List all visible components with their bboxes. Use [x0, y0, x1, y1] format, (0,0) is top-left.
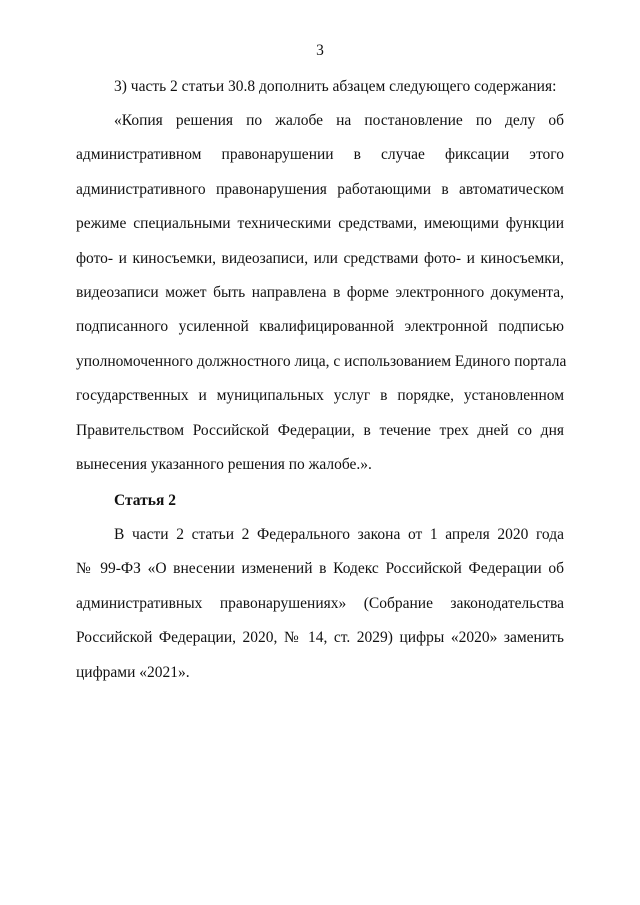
- item-3-intro-line: 3) часть 2 статьи 30.8 дополнить абзацем следующего содержания:: [114, 78, 557, 95]
- paragraph-line: административного правонарушения работающими в автоматическом: [76, 180, 564, 198]
- quoted-amendment-paragraph: [76, 104, 567, 482]
- paragraph-line: уполномоченного должностного лица, с использованием Единого портала: [76, 352, 567, 370]
- article-2-heading-block: [76, 484, 564, 518]
- paragraph-line: цифрами «2021».: [76, 663, 190, 681]
- article-2-paragraph: [76, 518, 564, 690]
- paragraph-line: видеозаписи может быть направлена в форме электронного документа,: [76, 283, 564, 301]
- paragraph-line: административном правонарушении в случае фиксации этого: [76, 146, 564, 164]
- paragraph-line: Правительством Российской Федерации, в течение трех дней со дня: [76, 421, 564, 439]
- page-number: 3: [316, 42, 324, 59]
- paragraph-line: «Копия решения по жалобе на постановление по делу об: [114, 112, 564, 129]
- paragraph-line: В части 2 статьи 2 Федерального закона от 1 апреля 2020 года: [114, 526, 564, 543]
- article-heading: Статья 2: [114, 492, 176, 509]
- paragraph-line: административных правонарушениях» (Собрание законодательства: [76, 594, 564, 612]
- paragraph-line: № 99-ФЗ «О внесении изменений в Кодекс Российской Федерации об: [76, 560, 564, 578]
- paragraph-line: режиме специальными техническими средствами, имеющими функции: [76, 215, 564, 233]
- paragraph-line: фото- и киносъемки, видеозаписи, или средствами фото- и киносъемки,: [76, 249, 564, 267]
- paragraph-line: вынесения указанного решения по жалобе.».: [76, 455, 372, 473]
- paragraph-line: государственных и муниципальных услуг в порядке, установленном: [76, 387, 564, 405]
- paragraph-line: подписанного усиленной квалифицированной электронной подписью: [76, 318, 564, 336]
- item-3-intro-paragraph: [76, 70, 564, 104]
- paragraph-line: Российской Федерации, 2020, № 14, ст. 2029) цифры «2020» заменить: [76, 629, 564, 647]
